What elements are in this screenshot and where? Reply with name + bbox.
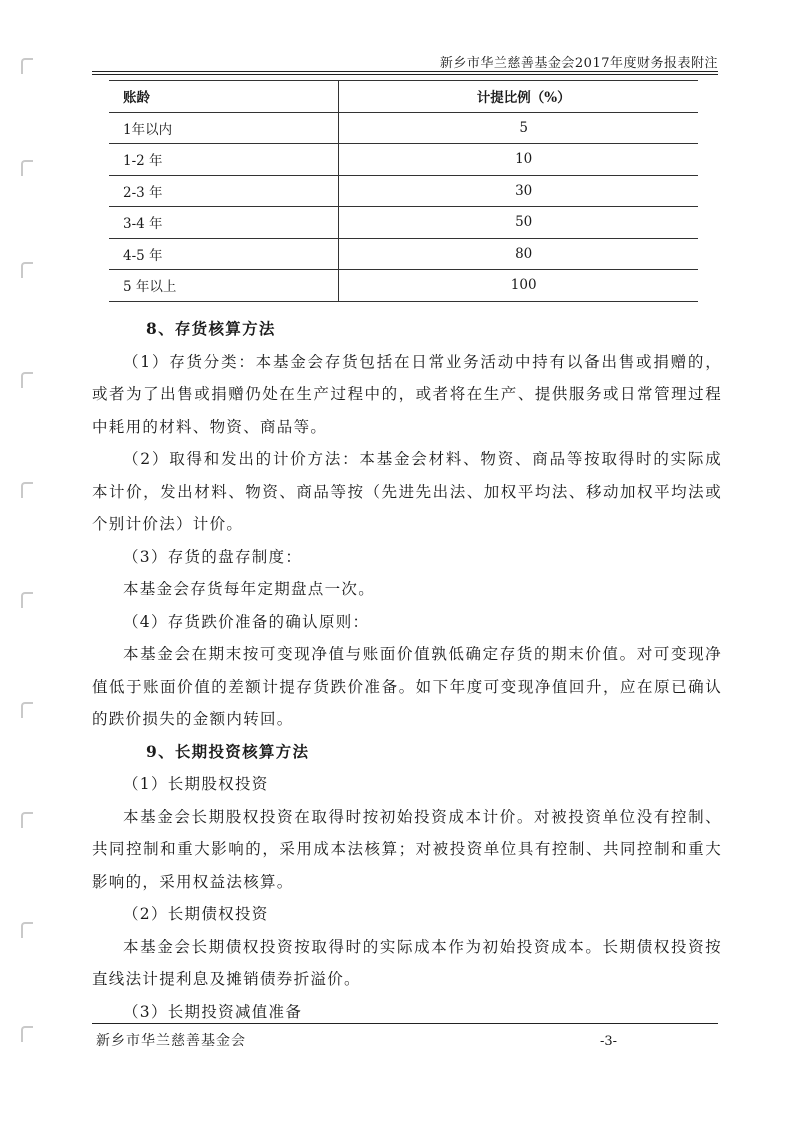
binding-mark [21,262,33,278]
paragraph: （2）取得和发出的计价方法：本基金会材料、物资、商品等按取得时的实际成本计价，发出材料、物资、商品等按（先进先出法、加权平均法、移动加权平均法或个别计价法）计价。 [92,450,722,533]
paragraph: 本基金会长期债权投资按取得时的实际成本作为初始投资成本。长期债权投资按直线法计提利息及摊销债券折溢价。 [92,937,722,988]
aging-cell: 1-2 年 [109,144,339,176]
aging-cell: 5 年以上 [109,270,339,302]
column-header-ratio: 计提比例（%） [339,81,698,113]
binding-mark [21,812,33,828]
binding-mark [21,372,33,388]
table-row [109,270,698,302]
table-row [109,238,698,270]
body-text [92,313,722,1028]
binding-mark [21,58,33,74]
binding-mark [21,702,33,718]
ratio-cell: 30 [339,175,698,207]
paragraph: （3）长期投资减值准备 [123,1002,303,1021]
paragraph: 本基金会长期股权投资在取得时按初始投资成本计价。对被投资单位没有控制、共同控制和重大影响的，采用成本法核算；对被投资单位具有控制、共同控制和重大影响的，采用权益法核算。 [92,807,722,891]
paragraph: （3）存货的盘存制度： [123,547,303,566]
ratio-cell: 10 [339,144,698,176]
ratio-cell: 100 [339,270,698,302]
table-row [109,207,698,239]
footer-rule [92,1023,718,1024]
aging-cell: 4-5 年 [109,238,339,270]
table-row [109,144,698,176]
ratio-cell: 80 [339,238,698,270]
paragraph: （1）存货分类：本基金会存货包括在日常业务活动中持有以备出售或捐赠的，或者为了出售或捐赠仍处在生产过程中的，或者将在生产、提供服务或日常管理过程中耗用的材料、物资、商品等。 [92,352,722,436]
binding-mark [21,592,33,608]
aging-cell: 1年以内 [109,112,339,144]
table-header-row [109,81,698,113]
binding-mark [21,482,33,498]
table-row [109,175,698,207]
paragraph: （2）长期债权投资 [123,905,269,923]
header-rule [92,71,718,75]
binding-mark [21,160,33,176]
page-header: 新乡市华兰慈善基金会2017年度财务报表附注 [439,56,718,71]
section-heading: 9、长期投资核算方法 [146,741,310,761]
page-number: -3- [600,1034,618,1049]
ratio-cell: 50 [339,207,698,239]
binding-mark [21,922,33,938]
binding-mark [21,1026,33,1042]
paragraph: 本基金会存货每年定期盘点一次。 [123,580,376,598]
table-row [109,112,698,144]
section-heading: 8、存货核算方法 [146,319,276,338]
aging-cell: 3-4 年 [109,207,339,239]
paragraph: （4）存货跌价准备的确认原则： [123,612,370,631]
aging-provision-table [109,80,698,302]
column-header-aging: 账龄 [109,81,339,113]
aging-cell: 2-3 年 [109,175,339,207]
footer-organization: 新乡市华兰慈善基金会 [96,1033,246,1049]
paragraph: 本基金会在期末按可变现净值与账面价值孰低确定存货的期末价值。对可变现净值低于账面价值的差额计提存货跌价准备。如下年度可变现净值回升，应在原已确认的跌价损失的金额内转回。 [92,645,722,728]
ratio-cell: 5 [339,112,698,144]
paragraph: （1）长期股权投资 [123,775,269,793]
